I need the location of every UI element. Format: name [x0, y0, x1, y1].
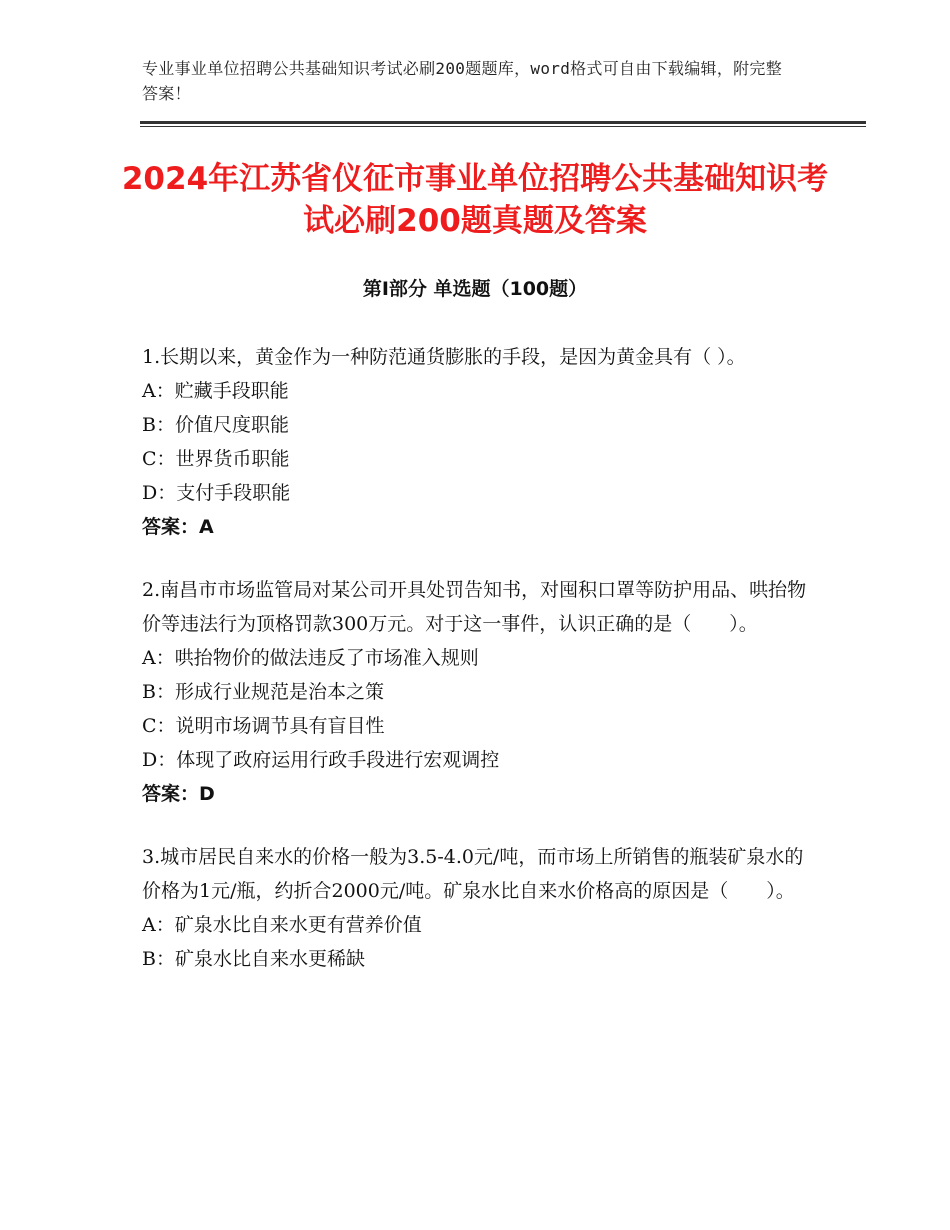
question-stem: 3.城市居民自来水的价格一般为3.5-4.0元/吨，而市场上所销售的瓶装矿泉水的价格为1元/瓶，约折合2000元/吨。矿泉水比自来水价格高的原因是（ ）。: [142, 846, 804, 902]
option-a: A：哄抬物价的做法违反了市场准入规则: [142, 647, 479, 669]
option-a: A：贮藏手段职能: [142, 380, 289, 402]
answer-prefix: 答案：: [142, 783, 200, 805]
option-d: D：支付手段职能: [142, 482, 291, 504]
question-stem: 1.长期以来，黄金作为一种防范通货膨胀的手段，是因为黄金具有（ ）。: [142, 346, 746, 368]
answer-line: [142, 777, 812, 811]
header-rule-thick: [140, 121, 866, 124]
option-a: A：矿泉水比自来水更有营养价值: [142, 914, 422, 936]
question-3: [142, 840, 812, 976]
question-1: [142, 340, 812, 544]
question-list: [142, 340, 812, 1005]
answer-value: A: [199, 516, 214, 538]
option-c: C：说明市场调节具有盲目性: [142, 715, 385, 737]
option-d: D：体现了政府运用行政手段进行宏观调控: [142, 749, 500, 771]
question-stem: 2.南昌市市场监管局对某公司开具处罚告知书，对囤积口罩等防护用品、哄抬物价等违法行为顶格罚款300万元。对于这一事件，认识正确的是（ ）。: [142, 579, 807, 635]
option-b: B：价值尺度职能: [142, 414, 289, 436]
document-title: 2024年江苏省仪征市事业单位招聘公共基础知识考试必刷200题真题及答案: [121, 161, 829, 239]
answer-value: D: [199, 783, 215, 805]
section-heading: 第I部分 单选题（100题）: [362, 278, 588, 300]
header-rule-thin: [140, 126, 866, 127]
header-note: 专业事业单位招聘公共基础知识考试必刷200题题库，word格式可自由下载编辑，附完整答案！: [142, 59, 783, 103]
question-2: [142, 573, 812, 811]
option-b: B：矿泉水比自来水更稀缺: [142, 948, 365, 970]
answer-prefix: 答案：: [142, 516, 200, 538]
option-c: C：世界货币职能: [142, 448, 290, 470]
answer-line: [142, 510, 812, 544]
option-b: B：形成行业规范是治本之策: [142, 681, 384, 703]
